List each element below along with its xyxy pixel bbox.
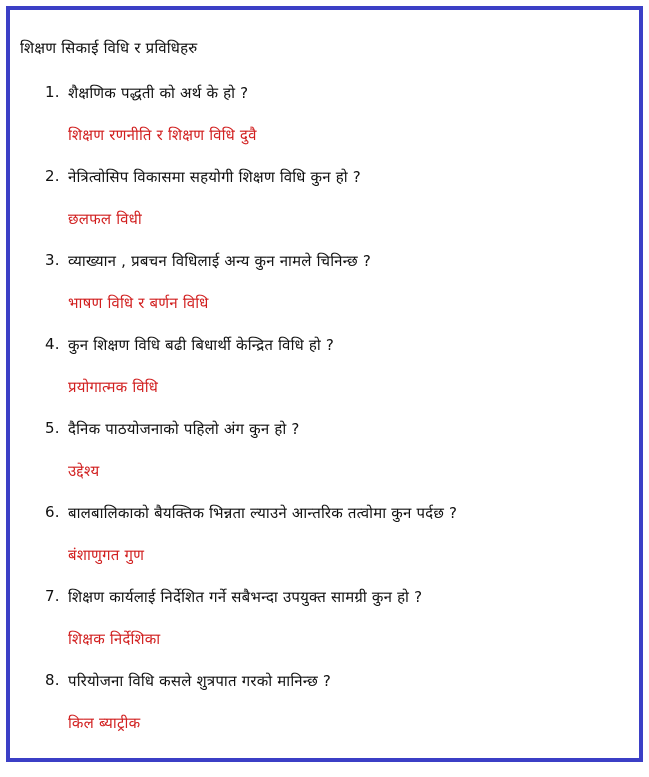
question-text: दैनिक पाठयोजनाको पहिलो अंग कुन हो ? bbox=[68, 420, 300, 438]
answer-text: उद्देश्य bbox=[68, 462, 100, 480]
question-text: शैक्षणिक पद्धती को अर्थ के हो ? bbox=[68, 84, 249, 102]
answer-text: किल ब्याट्रीक bbox=[68, 714, 141, 732]
answer-text: बंशाणुगत गुण bbox=[68, 546, 145, 564]
answer-text: भाषण विधि र बर्णन विधि bbox=[68, 294, 209, 312]
question-number: 2. bbox=[45, 167, 60, 185]
question-number: 1. bbox=[45, 83, 60, 101]
question-number: 7. bbox=[45, 587, 60, 605]
answer-text: प्रयोगात्मक विधि bbox=[68, 378, 159, 396]
question-text: नेत्रित्वोसिप विकासमा सहयोगी शिक्षण विधि कुन हो ? bbox=[68, 168, 361, 186]
question-text: बालबालिकाको बैयक्तिक भिन्नता ल्याउने आन्तरिक तत्वोमा कुन पर्दछ ? bbox=[68, 504, 458, 522]
question-text: शिक्षण कार्यलाई निर्देशित गर्ने सबैभन्दा उपयुक्त सामग्री कुन हो ? bbox=[68, 588, 423, 606]
question-number: 6. bbox=[45, 503, 60, 521]
answer-text: छलफल विधी bbox=[68, 210, 142, 228]
question-number: 8. bbox=[45, 671, 60, 689]
question-number: 5. bbox=[45, 419, 60, 437]
question-list bbox=[10, 10, 639, 758]
question-number: 3. bbox=[45, 251, 60, 269]
document-frame bbox=[6, 6, 643, 762]
question-text: कुन शिक्षण विधि बढी बिधार्थी केन्द्रित विधि हो ? bbox=[68, 336, 335, 354]
answer-text: शिक्षण रणनीति र शिक्षण विधि दुवै bbox=[68, 126, 257, 144]
question-text: परियोजना विधि कसले शुत्रपात गरको मानिन्छ ? bbox=[68, 672, 332, 690]
document-heading: शिक्षण सिकाई विधि र प्रविधिहरु bbox=[20, 39, 198, 57]
answer-text: शिक्षक निर्देशिका bbox=[68, 630, 161, 648]
question-text: व्याख्यान , प्रबचन विधिलाई अन्य कुन नामले चिनिन्छ ? bbox=[68, 252, 371, 270]
question-number: 4. bbox=[45, 335, 60, 353]
